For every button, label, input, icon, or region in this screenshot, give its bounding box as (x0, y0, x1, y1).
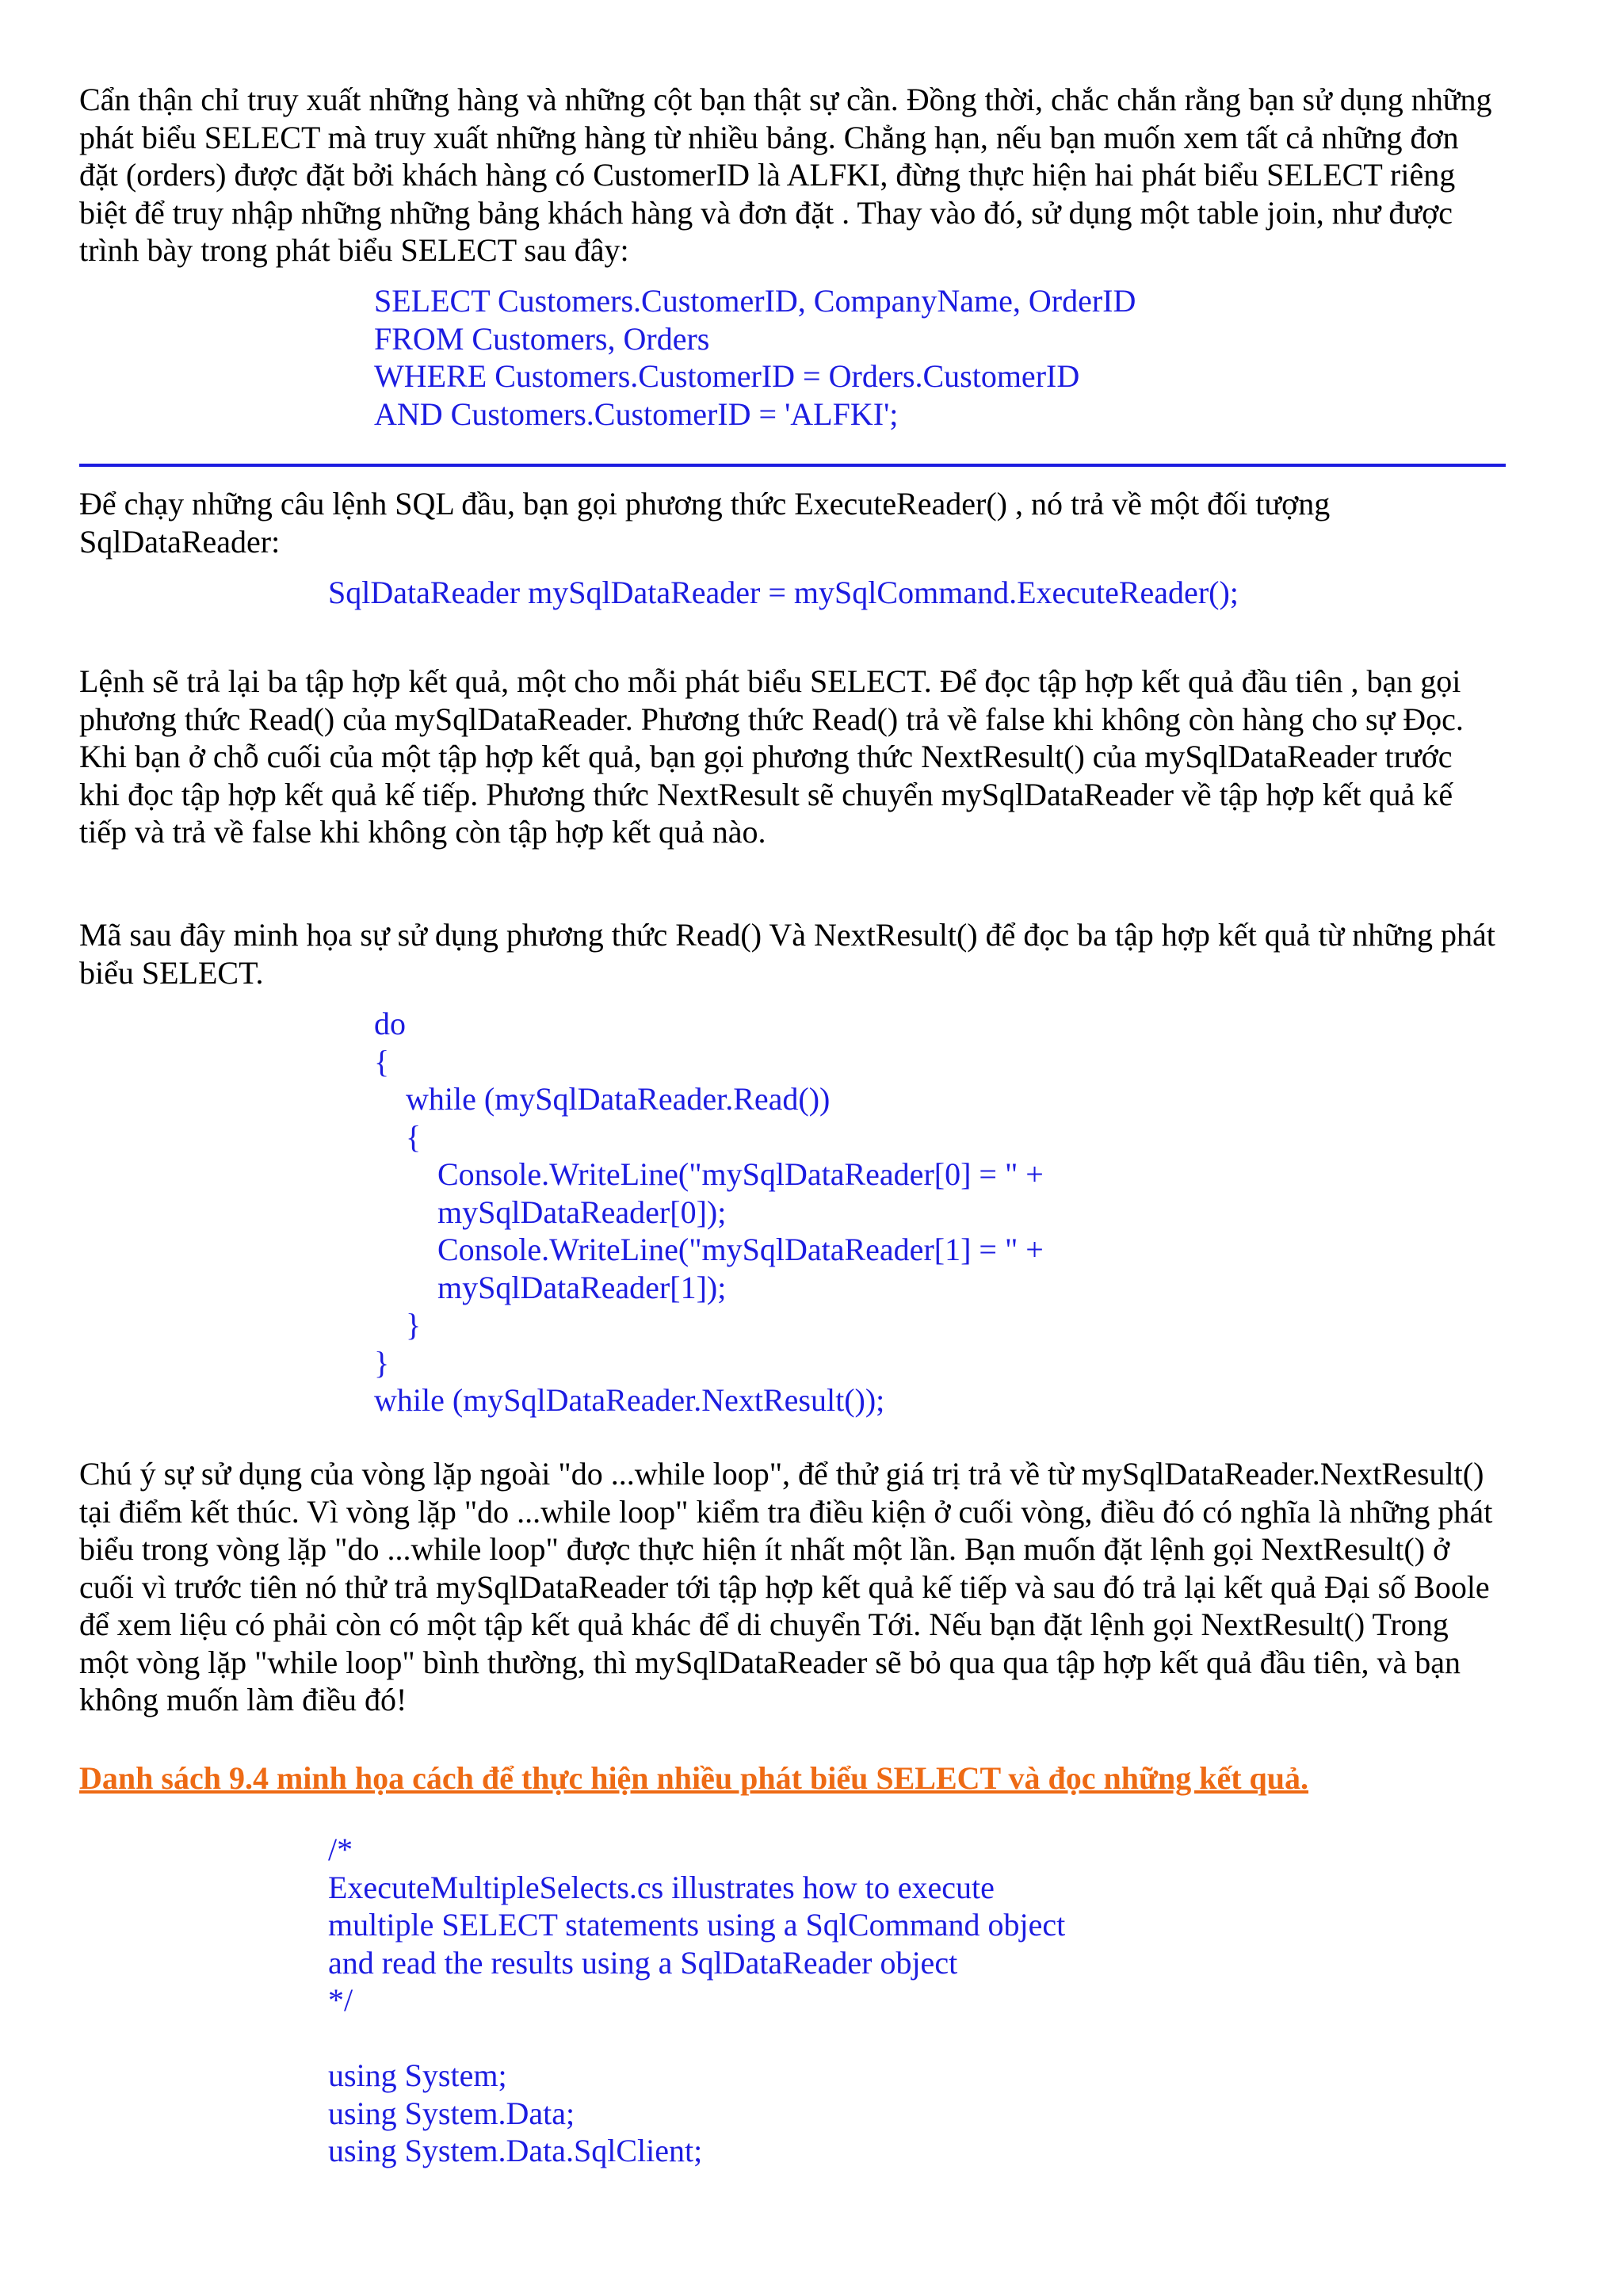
code-line: /* (328, 1832, 353, 1867)
code-intro-paragraph (79, 916, 1553, 991)
sql-join-code (374, 282, 1136, 433)
text-line: Lệnh sẽ trả lại ba tập hợp kết quả, một cho mỗi phát biểu SELECT. Để đọc tập hợp kết quả đầu tiên , bạn gọi (79, 663, 1461, 699)
code-line: and read the results using a SqlDataReader object (328, 1944, 958, 1981)
horizontal-divider (79, 464, 1506, 467)
intro-paragraph (79, 81, 1553, 269)
code-line: SqlDataReader mySqlDataReader = mySqlCommand.ExecuteReader(); (328, 575, 1239, 610)
code-line: Console.WriteLine("mySqlDataReader[1] = " + (374, 1232, 1044, 1267)
code-line: multiple SELECT statements using a SqlCommand object (328, 1907, 1066, 1943)
text-line: khi đọc tập hợp kết quả kế tiếp. Phương thức NextResult sẽ chuyển mySqlDataReader về tập hợp kết quả kế (79, 776, 1453, 812)
code-line: using System.Data.SqlClient; (328, 2133, 703, 2168)
execute-reader-paragraph (79, 485, 1553, 560)
result-sets-paragraph (79, 663, 1553, 851)
code-line: AND Customers.CustomerID = 'ALFKI'; (374, 395, 899, 432)
code-line: while (mySqlDataReader.NextResult()); (374, 1382, 885, 1418)
text-line: trình bày trong phát biểu SELECT sau đây: (79, 232, 629, 268)
text-line: đặt (orders) được đặt bởi khách hàng có CustomerID là ALFKI, đừng thực hiện hai phát biểu SELECT riêng (79, 157, 1456, 193)
text-line: SqlDataReader: (79, 523, 281, 560)
text-line: Để chạy những câu lệnh SQL đầu, bạn gọi phương thức ExecuteReader() , nó trả về một đối tượng (79, 486, 1331, 521)
code-line: { (374, 1118, 422, 1155)
code-line: SELECT Customers.CustomerID, CompanyName, OrderID (374, 283, 1136, 319)
text-line: để xem liệu có phải còn có một tập kết quả khác để di chuyển Tới. Nếu bạn đặt lệnh gọi NextResult() Trong (79, 1606, 1449, 1642)
text-line: Khi bạn ở chỗ cuối của một tập hợp kết quả, bạn gọi phương thức NextResult() của mySqlDataReader trước (79, 739, 1453, 774)
code-line (328, 2019, 1065, 2057)
code-line: } (374, 1307, 422, 1343)
code-line: using System; (328, 2057, 507, 2093)
text-line: phương thức Read() của mySqlDataReader. Phương thức Read() trả về false khi không còn hàng cho sự Đọc. (79, 701, 1464, 737)
text-line: Chú ý sự sử dụng của vòng lặp ngoài "do ...while loop", để thử giá trị trả về từ mySqlDataReader.NextResult() (79, 1456, 1484, 1492)
code-line: do (374, 1006, 406, 1041)
execute-reader-code (328, 574, 1239, 612)
text-line: một vòng lặp "while loop" bình thường, thì mySqlDataReader sẽ bỏ qua qua tập hợp kết quả đầu tiên, và bạn (79, 1644, 1461, 1680)
code-line: mySqlDataReader[1]); (374, 1269, 727, 1305)
text-line: tiếp và trả về false khi không còn tập hợp kết quả nào. (79, 814, 766, 850)
code-line: } (374, 1344, 390, 1381)
code-line: while (mySqlDataReader.Read()) (374, 1081, 831, 1117)
text-line: biệt để truy nhập những những bảng khách hàng và đơn đặt . Thay vào đó, sử dụng một table join, như được (79, 194, 1453, 231)
text-line: Mã sau đây minh họa sự sử dụng phương thức Read() Và NextResult() để đọc ba tập hợp kết quả từ những phát (79, 917, 1495, 953)
loop-explanation-paragraph (79, 1455, 1553, 1719)
text-line: tại điểm kết thúc. Vì vòng lặp "do ...while loop" kiểm tra điều kiện ở cuối vòng, điều đó có nghĩa là những phát (79, 1493, 1493, 1530)
code-line: mySqlDataReader[0]); (374, 1194, 727, 1230)
listing-heading: Danh sách 9.4 minh họa cách để thực hiện nhiều phát biểu SELECT và đọc những kết quả. (79, 1760, 1309, 1796)
code-line: WHERE Customers.CustomerID = Orders.CustomerID (374, 358, 1080, 394)
text-line: không muốn làm điều đó! (79, 1682, 407, 1717)
code-line: Console.WriteLine("mySqlDataReader[0] = " + (374, 1156, 1044, 1192)
text-line: cuối vì trước tiên nó thử trả mySqlDataReader tới tập hợp kết quả kế tiếp và sau đó trả lại kết quả Đại số Boole (79, 1568, 1490, 1605)
code-line: FROM Customers, Orders (374, 320, 710, 357)
text-line: biểu trong vòng lặp "do ...while loop" được thực hiện ít nhất một lần. Bạn muốn đặt lệnh gọi NextResult() ở (79, 1531, 1450, 1567)
text-line: phát biểu SELECT mà truy xuất những hàng từ nhiều bảng. Chẳng hạn, nếu bạn muốn xem tất cả những đơn (79, 119, 1459, 155)
text-line: Cẩn thận chỉ truy xuất những hàng và những cột bạn thật sự cần. Đồng thời, chắc chắn rằng bạn sử dụng những (79, 82, 1492, 117)
code-line: ExecuteMultipleSelects.cs illustrates how to execute (328, 1869, 995, 1905)
listing-code (328, 1831, 1065, 2170)
code-line: using System.Data; (328, 2095, 575, 2131)
do-while-code (374, 1005, 1044, 1419)
text-line: biểu SELECT. (79, 954, 264, 991)
code-line: */ (328, 1982, 353, 2018)
code-line: { (374, 1043, 390, 1079)
